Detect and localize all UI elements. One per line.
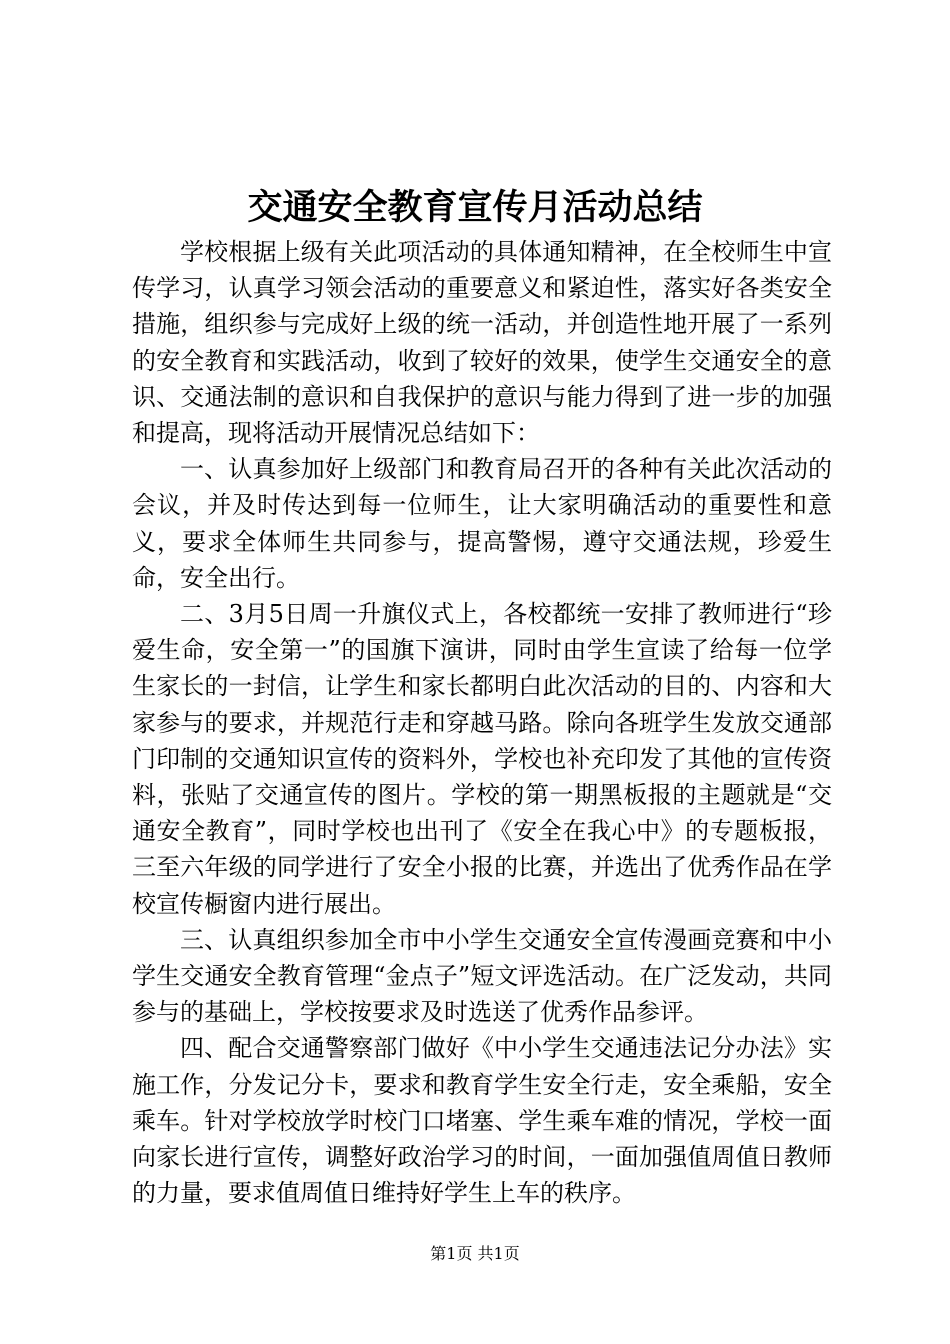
paragraph-section-4: 四、配合交通警察部门做好《中小学生交通违法记分办法》实施工作，分发记分卡，要求和教育学生安全行走，安全乘船，安全乘车。针对学校放学时校门口堵塞、学生乘车难的情况，学校一面向家长进行宣传，调整好政治学习的时间，一面加强值周值日教师的力量，要求值周值日维持好学生上车的秩序。 [132,1034,832,1208]
paragraph-section-3: 三、认真组织参加全市中小学生交通安全宣传漫画竞赛和中小学生交通安全教育管理“金点子”短文评选活动。在广泛发动，共同参与的基础上，学校按要求及时选送了优秀作品参评。 [132,925,832,1027]
page-footer: 第1页 共1页 [430,1244,520,1263]
paragraph-section-2: 二、3月5日周一升旗仪式上，各校都统一安排了教师进行“珍爱生命，安全第一”的国旗下演讲，同时由学生宣读了给每一位学生家长的一封信，让学生和家长都明白此次活动的目的、内容和大家参与的要求，并规范行走和穿越马路。除向各班学生发放交通部门印制的交通知识宣传的资料外，学校也补充印发了其他的宣传资料，张贴了交通宣传的图片。学校的第一期黑板报的主题就是“交通安全教育”，同时学校也出刊了《安全在我心中》的专题板报，三至六年级的同学进行了安全小报的比赛，并选出了优秀作品在学校宣传橱窗内进行展出。 [132,600,832,918]
document-title: 交通安全教育宣传月活动总结 [247,187,703,228]
paragraph-intro: 学校根据上级有关此项活动的具体通知精神，在全校师生中宣传学习，认真学习领会活动的重要意义和紧迫性，落实好各类安全措施，组织参与完成好上级的统一活动，并创造性地开展了一系列的安全教育和实践活动，收到了较好的效果，使学生交通安全的意识、交通法制的意识和自我保护的意识与能力得到了进一步的加强和提高，现将活动开展情况总结如下： [132,238,832,448]
document-body [132,234,832,1211]
paragraph-section-1: 一、认真参加好上级部门和教育局召开的各种有关此次活动的会议，并及时传达到每一位师生，让大家明确活动的重要性和意义，要求全体师生共同参与，提高警惕，遵守交通法规，珍爱生命，安全出行。 [132,455,832,592]
